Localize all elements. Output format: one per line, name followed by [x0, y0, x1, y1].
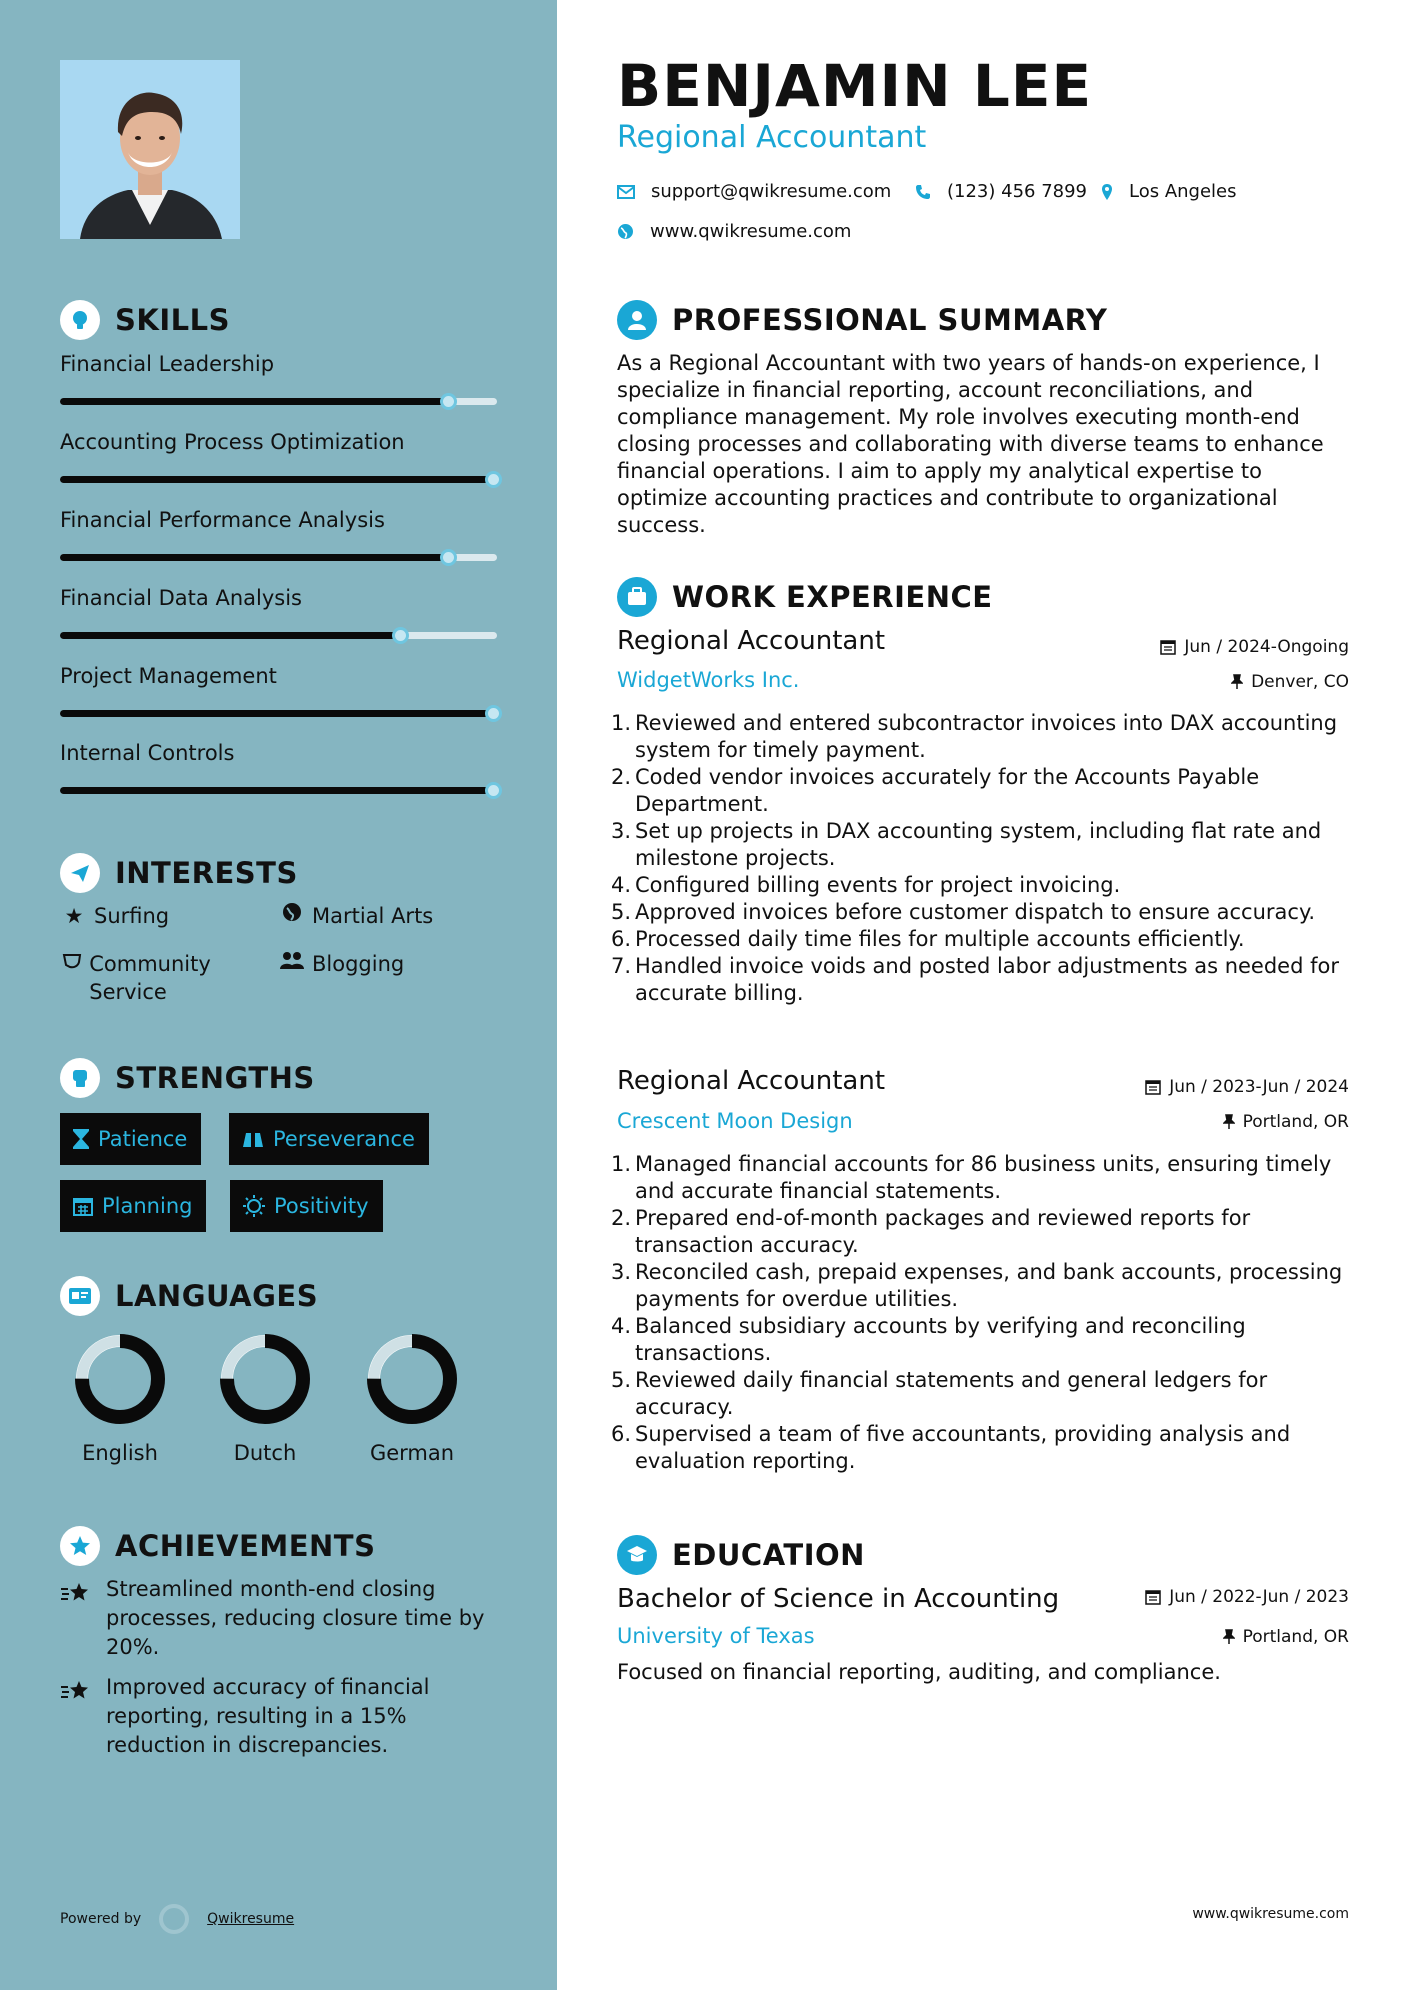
skill-label: Internal Controls: [60, 741, 235, 765]
interest-martial-arts: [278, 902, 433, 930]
star-icon: ★: [64, 904, 84, 928]
job-bullets: [611, 710, 1357, 1007]
profile-photo: [60, 60, 240, 239]
job-bullet: [611, 926, 1357, 953]
bullet-text: Supervised a team of five accountants, providing analysis and evaluation reporting.: [635, 1422, 1291, 1473]
skill-label: Financial Performance Analysis: [60, 508, 385, 532]
bullet-number: 5.: [611, 900, 632, 924]
skill-bar: [60, 632, 497, 639]
lightbulb-icon: [60, 300, 100, 340]
job-location: [1223, 1112, 1349, 1132]
job-bullet: [611, 710, 1357, 764]
job-bullet: [611, 1421, 1357, 1475]
summary-header: [617, 300, 1107, 340]
experience-header: [617, 577, 993, 617]
fist-icon: [60, 1058, 100, 1098]
bullet-text: Set up projects in DAX accounting system, including flat rate and milestone projects.: [635, 819, 1322, 870]
candidate-name: BENJAMIN LEE: [617, 52, 1093, 120]
education-location: [1223, 1627, 1349, 1647]
language-item: [352, 1331, 472, 1465]
bullet-number: 7.: [611, 954, 632, 978]
briefcase-icon: [617, 577, 657, 617]
education-school: University of Texas: [617, 1624, 815, 1648]
skill-bar-fill: [60, 398, 449, 405]
candidate-role: Regional Accountant: [617, 120, 927, 155]
phone-text: (123) 456 7899: [947, 181, 1088, 202]
summary-text: As a Regional Accountant with two years of hands-on experience, I specialize in financial reporting, account reconciliations, and compliance management. My role involves executing month-end closing processes and collaborating with diverse teams to enhance financial operations. I aim to apply my analytical expertise to optimize accounting practices and contribute to organizational success.: [617, 351, 1324, 537]
skill-bar: [60, 710, 497, 717]
skill-bar-fill: [60, 787, 497, 794]
job-bullet: [611, 1313, 1357, 1367]
job-title: Regional Accountant: [617, 1066, 886, 1096]
skills-header: [60, 300, 230, 340]
bullet-number: 4.: [611, 873, 632, 897]
powered-by-label: Powered by: [60, 1911, 142, 1927]
skill-bar-fill: [60, 554, 449, 561]
bullet-text: Managed financial accounts for 86 business units, ensuring timely and accurate financial statements.: [635, 1152, 1332, 1203]
job-date-text: Jun / 2024-Ongoing: [1184, 637, 1349, 657]
hand-icon: [60, 950, 83, 970]
id-card-icon: [60, 1276, 100, 1316]
education-header: [617, 1535, 865, 1575]
contact-website[interactable]: [617, 221, 851, 242]
strengths-title: STRENGTHS: [115, 1061, 315, 1095]
education-date: [1145, 1587, 1349, 1607]
powered-by: [60, 1904, 294, 1934]
education-date-text: Jun / 2022-Jun / 2023: [1169, 1587, 1349, 1607]
skill-bar: [60, 398, 497, 405]
interest-label: Blogging: [312, 952, 405, 976]
interest-community-service: [60, 950, 260, 1006]
job-company: Crescent Moon Design: [617, 1109, 853, 1133]
bullet-text: Approved invoices before customer dispatch to ensure accuracy.: [635, 900, 1316, 924]
bullet-number: 1.: [611, 1152, 632, 1176]
bullet-text: Configured billing events for project invoicing.: [635, 873, 1121, 897]
skills-title: SKILLS: [115, 303, 230, 337]
skill-item: [60, 430, 500, 454]
calendar-icon: [1145, 1589, 1161, 1605]
job-date: [1145, 1077, 1349, 1097]
bullet-text: Processed daily time files for multiple accounts efficiently.: [635, 927, 1245, 951]
strength-positivity: [230, 1180, 383, 1232]
languages-title: LANGUAGES: [115, 1279, 319, 1313]
bullet-number: 2.: [611, 765, 632, 789]
interests-header: [60, 853, 298, 893]
experience-title: WORK EXPERIENCE: [672, 580, 993, 614]
interest-label: Community Service: [89, 952, 211, 1004]
bullet-text: Handled invoice voids and posted labor adjustments as needed for accurate billing.: [635, 954, 1339, 1005]
bullet-number: 3.: [611, 819, 632, 843]
binoculars-icon: [241, 1129, 265, 1149]
sun-icon: [242, 1194, 266, 1218]
job-bullet: [611, 872, 1357, 899]
bullet-number: 3.: [611, 1260, 632, 1284]
footer-url[interactable]: www.qwikresume.com: [1192, 1906, 1349, 1922]
strength-label: Patience: [98, 1127, 188, 1151]
job-bullet: [611, 1151, 1357, 1205]
skill-bar-fill: [60, 632, 401, 639]
job-bullet: [611, 1205, 1357, 1259]
skill-bar-knob: [392, 627, 409, 644]
languages-header: [60, 1276, 318, 1316]
shooting-star-icon: [60, 1679, 92, 1760]
interest-blogging: [278, 950, 404, 978]
skill-label: Accounting Process Optimization: [60, 430, 405, 454]
job-date: [1160, 637, 1349, 657]
language-ring: [72, 1331, 168, 1427]
job-title: Regional Accountant: [617, 626, 886, 656]
bullet-text: Reconciled cash, prepaid expenses, and bank accounts, processing payments for overdue utilities.: [635, 1260, 1343, 1311]
contact-location: [1101, 181, 1237, 202]
bullet-number: 5.: [611, 1368, 632, 1392]
job-bullet: [611, 764, 1357, 818]
bullet-number: 4.: [611, 1314, 632, 1338]
user-icon: [617, 300, 657, 340]
bullet-text: Coded vendor invoices accurately for the Accounts Payable Department.: [635, 765, 1260, 816]
summary-title: PROFESSIONAL SUMMARY: [672, 303, 1108, 337]
job-location-text: Portland, OR: [1242, 1112, 1349, 1132]
education-degree: Bachelor of Science in Accounting: [617, 1584, 1060, 1614]
strength-planning: [60, 1180, 206, 1232]
interest-label: Surfing: [94, 904, 170, 928]
job-bullet: [611, 1259, 1357, 1313]
globe-icon: [617, 223, 634, 240]
strength-label: Positivity: [274, 1194, 369, 1218]
strength-label: Planning: [102, 1194, 193, 1218]
job-bullet: [611, 818, 1357, 872]
achievements-title: ACHIEVEMENTS: [115, 1529, 376, 1563]
skill-item: [60, 586, 500, 610]
education-title: EDUCATION: [672, 1538, 865, 1572]
graduate-icon: [617, 1535, 657, 1575]
contact-phone[interactable]: [915, 181, 1087, 202]
skill-bar-knob: [440, 549, 457, 566]
education-location-text: Portland, OR: [1242, 1627, 1349, 1647]
skill-bar-knob: [485, 782, 502, 799]
skill-bar: [60, 476, 497, 483]
users-icon: [278, 950, 306, 970]
strength-perseverance: [229, 1113, 429, 1165]
achievement-item: [60, 1673, 500, 1760]
skill-label: Project Management: [60, 664, 277, 688]
pushpin-icon: [1223, 1629, 1235, 1645]
email-text: support@qwikresume.com: [651, 181, 892, 202]
skill-bar-fill: [60, 710, 497, 717]
language-label: German: [369, 1441, 455, 1465]
interests-title: INTERESTS: [115, 856, 298, 890]
bullet-number: 6.: [611, 927, 632, 951]
language-item: [205, 1331, 325, 1465]
star-badge-icon: [60, 1526, 100, 1566]
job-location: [1231, 672, 1349, 692]
bullet-text: Balanced subsidiary accounts by verifying and reconciling transactions.: [635, 1314, 1246, 1365]
job-location-text: Denver, CO: [1251, 672, 1349, 692]
contact-email[interactable]: [617, 181, 891, 202]
job-bullet: [611, 953, 1357, 1007]
job-bullet: [611, 899, 1357, 926]
calendar-icon: [72, 1195, 94, 1217]
strength-label: Perseverance: [273, 1127, 415, 1151]
skill-bar: [60, 554, 497, 561]
globe-icon: [278, 902, 306, 922]
skill-label: Financial Data Analysis: [60, 586, 302, 610]
location-text: Los Angeles: [1129, 181, 1237, 202]
skill-bar-knob: [485, 705, 502, 722]
pushpin-icon: [1231, 674, 1243, 690]
bullet-number: 2.: [611, 1206, 632, 1230]
paper-plane-icon: [60, 853, 100, 893]
education-description: Focused on financial reporting, auditing, and compliance.: [617, 1660, 1221, 1684]
skill-label: Financial Leadership: [60, 352, 275, 376]
skill-item: [60, 352, 500, 376]
interest-label: Martial Arts: [312, 904, 434, 928]
bullet-number: 1.: [611, 711, 632, 735]
strengths-header: [60, 1058, 315, 1098]
pushpin-icon: [1223, 1114, 1235, 1130]
shooting-star-icon: [60, 1581, 92, 1662]
skill-item: [60, 741, 500, 765]
skill-item: [60, 664, 500, 688]
bullet-text: Prepared end-of-month packages and reviewed reports for transaction accuracy.: [635, 1206, 1251, 1257]
language-ring: [217, 1331, 313, 1427]
hourglass-icon: [72, 1128, 90, 1150]
job-date-text: Jun / 2023-Jun / 2024: [1169, 1077, 1349, 1097]
envelope-icon: [617, 185, 635, 199]
skill-bar: [60, 787, 497, 794]
achievement-text: Streamlined month-end closing processes, reducing closure time by 20%.: [106, 1577, 485, 1659]
bullet-text: Reviewed daily financial statements and general ledgers for accuracy.: [635, 1368, 1268, 1419]
website-text: www.qwikresume.com: [650, 221, 852, 242]
interest-surfing: [60, 902, 169, 930]
language-label: Dutch: [233, 1441, 297, 1465]
skill-bar-knob: [440, 393, 457, 410]
achievement-item: [60, 1575, 500, 1662]
language-ring: [364, 1331, 460, 1427]
calendar-icon: [1145, 1079, 1161, 1095]
job-bullet: [611, 1367, 1357, 1421]
achievement-text: Improved accuracy of financial reporting, resulting in a 15% reduction in discrepancies.: [106, 1675, 430, 1757]
qwikresume-link[interactable]: Qwikresume: [207, 1911, 295, 1927]
skill-item: [60, 508, 500, 532]
sidebar: [0, 0, 557, 1990]
job-company: WidgetWorks Inc.: [617, 668, 800, 692]
bullet-text: Reviewed and entered subcontractor invoices into DAX accounting system for timely payment.: [635, 711, 1338, 762]
phone-icon: [915, 184, 931, 200]
job-bullets: [611, 1151, 1357, 1475]
achievements-header: [60, 1526, 375, 1566]
skill-bar-knob: [485, 471, 502, 488]
map-pin-icon: [1101, 183, 1113, 201]
skill-bar-fill: [60, 476, 497, 483]
qwikresume-logo-icon: [159, 1904, 189, 1934]
strength-patience: [60, 1113, 201, 1165]
main-content: [557, 0, 1407, 1990]
bullet-number: 6.: [611, 1422, 632, 1446]
calendar-icon: [1160, 639, 1176, 655]
language-label: English: [82, 1441, 158, 1465]
language-item: [60, 1331, 180, 1465]
